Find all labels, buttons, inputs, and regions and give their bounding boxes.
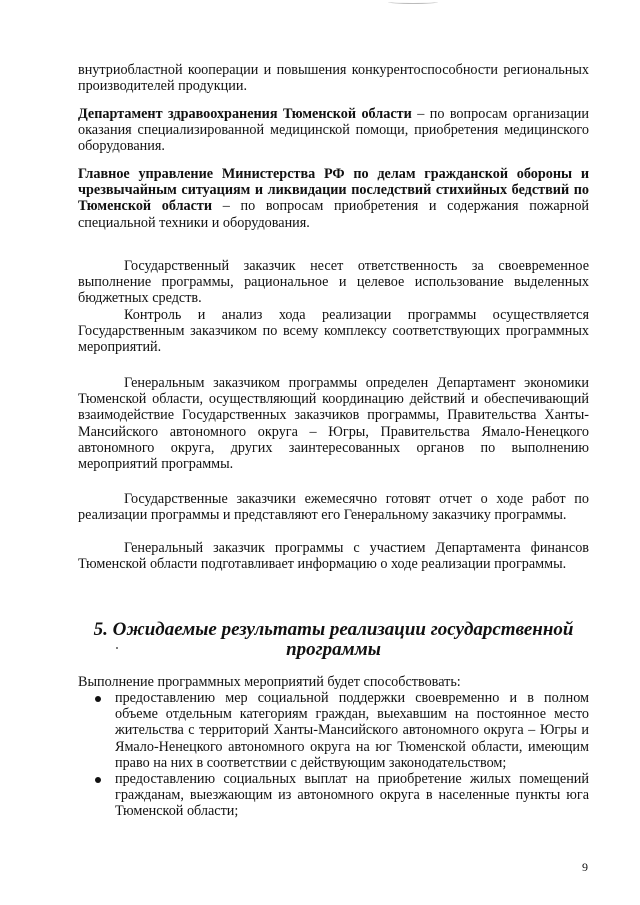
paragraph-finance-department: Генеральный заказчик программы с участием Департамента финансов Тюменской области подготавливает информацию о ходе реализации программы. — [78, 540, 589, 573]
paragraph-customer-responsibility: Государственный заказчик несет ответственность за своевременное выполнение программы, рациональное и целевое использование выделенных бюджетных средств. — [78, 258, 589, 307]
list-item — [78, 771, 589, 820]
section-heading: 5. Ожидаемые результаты реализации государственной программы — [93, 619, 574, 660]
paragraph-general-customer: Генеральным заказчиком программы определен Департамент экономики Тюменской области, осуществляющий координацию действий и обеспечивающий взаимодействие Государственных заказчиков программы, Правительства Ханты-Мансийского автономного округа – Югры, Правительства Ямало-Ненецкого автономного округа, других заинтересованных органов по выполнению мероприятий программы. — [78, 375, 589, 473]
section-intro: Выполнение программных мероприятий будет способствовать: — [78, 674, 461, 690]
bullet-icon — [95, 777, 101, 783]
emergency-ministry-name: Главное управление Министерства РФ по делам гражданской обороны и чрезвычайным ситуациям и ликвидации последствий стихийных бедствий по Тюменской области — [78, 166, 589, 215]
list-item — [78, 690, 589, 771]
emergency-ministry-role: – по вопросам приобретения и содержания пожарной специальной техники и оборудования. — [78, 198, 590, 231]
health-department-name: Департамент здравоохранения Тюменской области — [78, 106, 412, 122]
paragraph-health-department — [78, 106, 589, 155]
health-department-role: – по вопросам организации оказания специализированной медицинской помощи, приобретения медицинского оборудования. — [78, 106, 589, 155]
paragraph-control-analysis: Контроль и анализ хода реализации программы осуществляется Государственным заказчиком по всему комплексу соответствующих программных мероприятий. — [78, 307, 589, 356]
list-item-text: предоставлению социальных выплат на приобретение жилых помещений гражданам, выезжающим из автономного округа в населенные пункты юга Тюменской области; — [115, 771, 589, 820]
results-list — [78, 690, 589, 820]
page-number: 9 — [582, 860, 588, 874]
bullet-icon — [95, 696, 101, 702]
paragraph-monthly-reports: Государственные заказчики ежемесячно готовят отчет о ходе работ по реализации программы и представляют его Генеральному заказчику программы. — [78, 491, 589, 524]
scan-artifact — [388, 0, 438, 4]
list-item-text: предоставлению мер социальной поддержки своевременно и в полном объеме отдельным категориям граждан, выехавшим на постоянное место жительства с территорий Ханты-Мансийского автономного округа – Югры и Ямало-Ненецкого автономного округа на юг Тюменской области, имеющим право на них в соответствии с действующим законодательством; — [115, 690, 589, 771]
paragraph-emergency-ministry — [78, 166, 589, 231]
paragraph-cooperation: внутриобластной кооперации и повышения конкурентоспособности региональных производителей продукции. — [78, 62, 589, 95]
